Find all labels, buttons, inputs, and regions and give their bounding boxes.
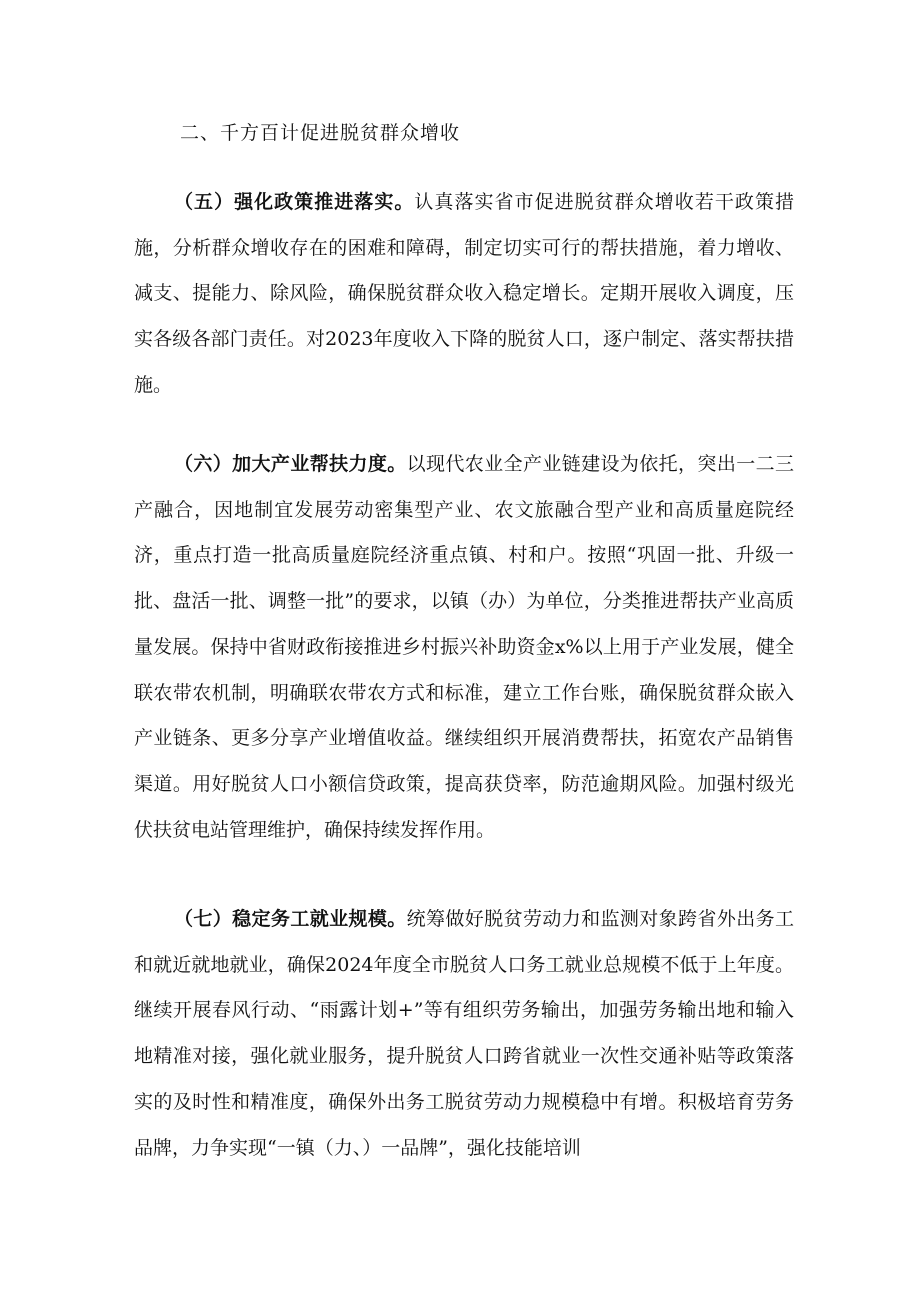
paragraph-employment-scale <box>134 897 794 1171</box>
paragraph-lead: （七）稳定务工就业规模。 <box>174 908 407 930</box>
paragraph-body: 统筹做好脱贫劳动力和监测对象跨省外出务工和就近就地就业，确保2024年度全市脱贫人口务工就业总规模不低于上年度。继续开展春风行动、“雨露计划+”等有组织劳务输出，加强劳务输出地和输入地精准对接，强化就业服务，提升脱贫人口跨省就业一次性交通补贴等政策落实的及时性和精准度，确保外出务工脱贫劳动力规模稳中有增。积极培育劳务品牌，力争实现“一镇（力、）一品牌”，强化技能培训 <box>134 908 794 1159</box>
paragraph-lead: （五）强化政策推进落实。 <box>174 191 415 213</box>
paragraph-body: 认真落实省市促进脱贫群众增收若干政策措施，分析群众增收存在的困难和障碍，制定切实可行的帮扶措施，着力增收、减支、提能力、除风险，确保脱贫群众收入稳定增长。定期开展收入调度，压实各级各部门责任。对2023年度收入下降的脱贫人口，逐户制定、落实帮扶措施。 <box>134 191 794 396</box>
paragraph-body: 以现代农业全产业链建设为依托，突出一二三产融合，因地制宜发展劳动密集型产业、农文旅融合型产业和高质量庭院经济，重点打造一批高质量庭院经济重点镇、村和户。按照“巩固一批、升级一批、盘活一批、调整一批”的要求，以镇（办）为单位，分类推进帮扶产业高质量发展。保持中省财政衔接推进乡村振兴补助资金x%以上用于产业发展，健全联农带农机制，明确联农带农方式和标准，建立工作台账，确保脱贫群众嵌入产业链条、更多分享产业增值收益。继续组织开展消费帮扶，拓宽农产品销售渠道。用好脱贫人口小额信贷政策，提高获贷率，防范逾期风险。加强村级光伏扶贫电站管理维护，确保持续发挥作用。 <box>134 453 794 841</box>
paragraph-lead: （六）加大产业帮扶力度。 <box>174 453 407 475</box>
paragraph-policy-implementation <box>134 180 794 409</box>
paragraph-industry-support <box>134 442 794 853</box>
section-heading: 二、千方百计促进脱贫群众增收 <box>180 122 461 144</box>
